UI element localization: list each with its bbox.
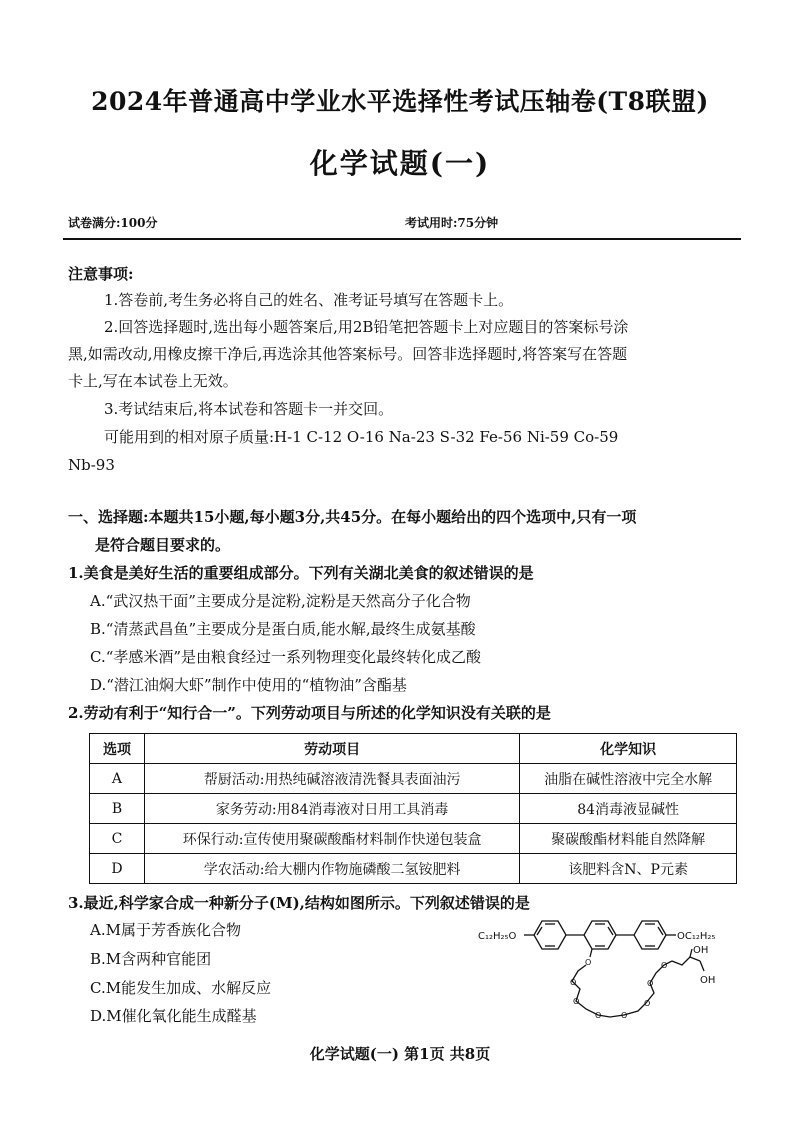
ether-oxygen-label: O — [573, 997, 580, 1006]
table-cell-project: 帮厨活动:用热纯碱溶液清洗餐具表面油污 — [144, 764, 519, 794]
table-header-labor-project: 劳动项目 — [144, 734, 519, 764]
subject-title: 化学试题(一) — [309, 147, 491, 180]
atomic-masses-line-2: Nb-93 — [68, 456, 115, 474]
page-footer: 化学试题(一) 第1页 共8页 — [309, 1045, 491, 1063]
table-cell-project: 学农活动:给大棚内作物施磷酸二氢铵肥料 — [144, 854, 519, 884]
hydroxyl-label-top: OH — [693, 945, 709, 956]
section-1-intro-line-1: 一、选择题:本题共15小题,每小题3分,共45分。在每小题给出的四个选项中,只有一项 — [68, 508, 637, 526]
question-1-option-d: D.“潜江油焖大虾”制作中使用的“植物油”含酯基 — [90, 676, 407, 694]
table-header-chemistry-knowledge: 化学知识 — [520, 734, 737, 764]
ether-oxygen-label: O — [647, 979, 654, 988]
question-3-option-c: C.M能发生加成、水解反应 — [90, 979, 272, 997]
table-cell-knowledge: 该肥料含N、P元素 — [520, 854, 737, 884]
table-header-row — [90, 734, 737, 764]
section-1-intro-line-2: 是符合题目要求的。 — [95, 536, 231, 554]
notes-heading: 注意事项: — [68, 265, 134, 283]
note-item-1: 1.答卷前,考生务必将自己的姓名、准考证号填写在答题卡上。 — [104, 291, 514, 309]
full-score: 试卷满分:100分 — [68, 216, 158, 230]
molecule-m-structure — [478, 905, 750, 1030]
question-2-table — [89, 733, 737, 884]
left-alkoxy-label: C₁₂H₂₅O — [478, 931, 517, 942]
table-cell-knowledge: 聚碳酸酯材料能自然降解 — [520, 824, 737, 854]
question-1-stem: 1.美食是美好生活的重要组成部分。下列有关湖北美食的叙述错误的是 — [68, 564, 534, 582]
table-cell-knowledge: 油脂在碱性溶液中完全水解 — [520, 764, 737, 794]
crown-ether-chain — [572, 961, 672, 1017]
exam-title: 2024年普通高中学业水平选择性考试压轴卷(T8联盟) — [91, 87, 709, 116]
benzene-ring-2 — [584, 921, 616, 949]
question-1-option-c: C.“孝感米酒”是由粮食经过一系列物理变化最终转化成乙酸 — [90, 648, 482, 666]
question-2-stem: 2.劳动有利于“知行合一”。下列劳动项目与所述的化学知识没有关联的是 — [68, 704, 551, 722]
table-cell-option: C — [90, 824, 145, 854]
table-cell-project: 环保行动:宣传使用聚碳酸酯材料制作快递包装盒 — [144, 824, 519, 854]
note-item-2-line-2: 黑,如需改动,用橡皮擦干净后,再选涂其他答案标号。回答非选择题时,将答案写在答题 — [68, 345, 628, 363]
ether-oxygen-label: O — [585, 958, 592, 967]
benzene-ring-1 — [534, 921, 566, 949]
table-row — [90, 764, 737, 794]
question-1-option-a: A.“武汉热干面”主要成分是淀粉,淀粉是天然高分子化合物 — [90, 592, 471, 610]
question-3-stem: 3.最近,科学家合成一种新分子(M),结构如图所示。下列叙述错误的是 — [68, 894, 530, 912]
note-item-2-line-3: 卡上,写在本试卷上无效。 — [68, 372, 238, 390]
header-rule — [63, 238, 741, 240]
table-cell-option: A — [90, 764, 145, 794]
table-cell-project: 家务劳动:用84消毒液对日用工具消毒 — [144, 794, 519, 824]
diol-chain — [672, 957, 700, 965]
question-3-option-a: A.M属于芳香族化合物 — [90, 921, 241, 939]
ether-oxygen-label: O — [621, 1011, 628, 1020]
question-3-option-b: B.M含两种官能团 — [90, 950, 212, 968]
time-limit: 考试用时:75分钟 — [405, 216, 499, 230]
question-3-option-d: D.M催化氧化能生成醛基 — [90, 1007, 257, 1025]
table-cell-knowledge: 84消毒液显碱性 — [520, 794, 737, 824]
ether-oxygen-label: O — [595, 1011, 602, 1020]
ether-oxygen-label: O — [570, 978, 577, 987]
question-1-option-b: B.“清蒸武昌鱼”主要成分是蛋白质,能水解,最终生成氨基酸 — [90, 620, 476, 638]
table-cell-option: B — [90, 794, 145, 824]
note-item-3: 3.考试结束后,将本试卷和答题卡一并交回。 — [104, 400, 394, 418]
right-alkoxy-label: OC₁₂H₂₅ — [677, 931, 716, 942]
atomic-masses-line-1: 可能用到的相对原子质量:H-1 C-12 O-16 Na-23 S-32 Fe-56 Ni-59 Co-59 — [104, 428, 619, 446]
ether-oxygen-label: O — [644, 999, 651, 1008]
benzene-ring-3 — [634, 921, 666, 949]
table-cell-option: D — [90, 854, 145, 884]
table-row — [90, 854, 737, 884]
hydroxyl-label-bottom: OH — [700, 975, 716, 986]
table-row — [90, 824, 737, 854]
ether-oxygen-label: O — [661, 961, 668, 970]
note-item-2-line-1: 2.回答选择题时,选出每小题答案后,用2B铅笔把答题卡上对应题目的答案标号涂 — [104, 318, 629, 336]
table-header-option: 选项 — [90, 734, 145, 764]
table-row — [90, 794, 737, 824]
